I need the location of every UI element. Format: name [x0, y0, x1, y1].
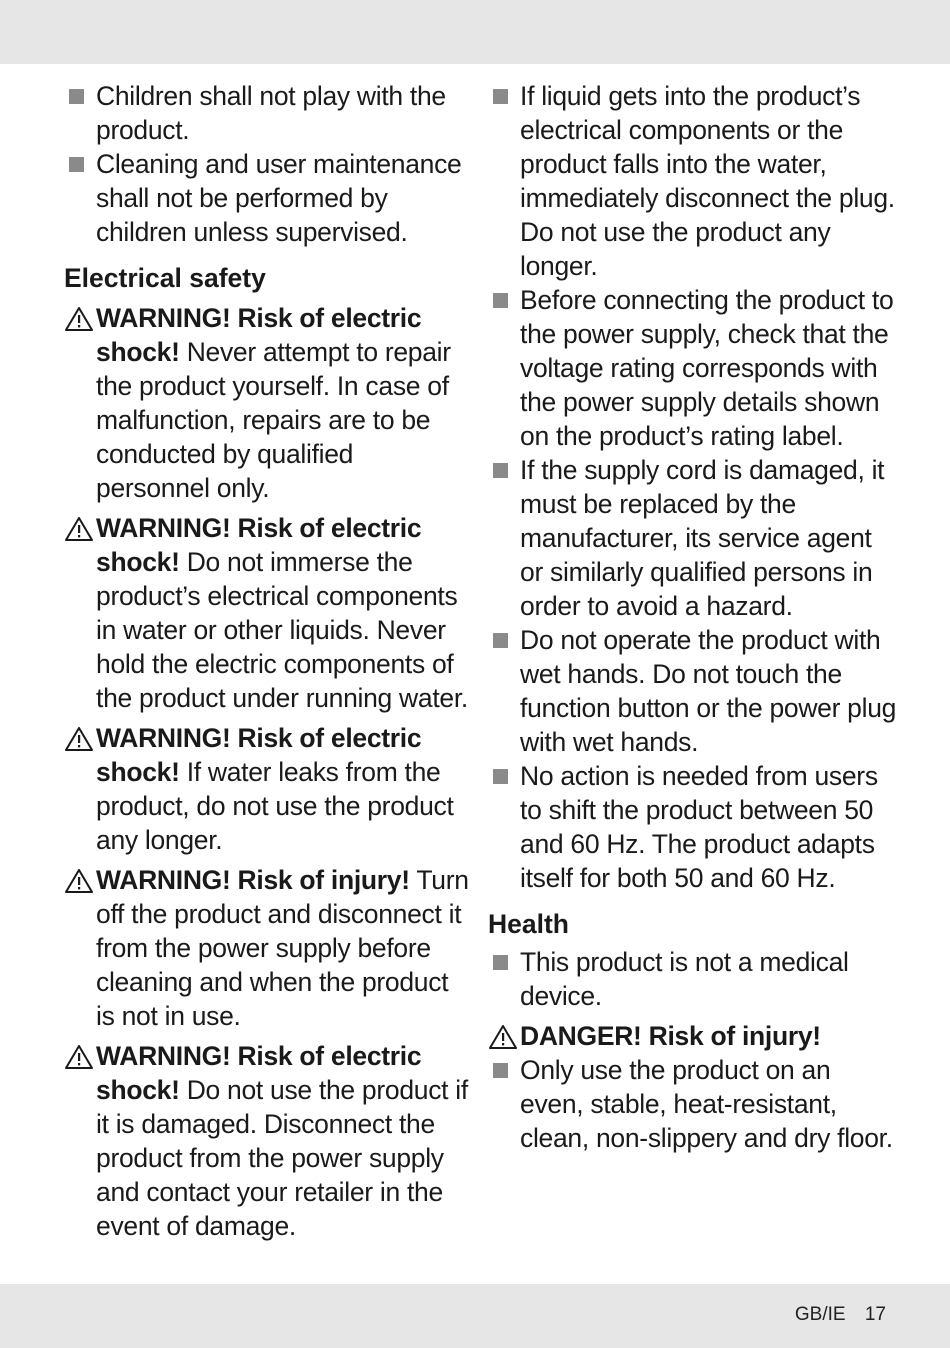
warning-text: Turn off the product and disconnect it from the power supply before cleaning and when the product is not in use.: [96, 865, 469, 1031]
section-heading-health: Health: [488, 909, 569, 939]
warning-block: [64, 511, 469, 715]
warning-title: WARNING! Risk of injury!: [96, 865, 410, 895]
warning-text: Never attempt to repair the product yourself. In case of malfunction, repairs are to be conducted by qualified personnel only.: [96, 337, 451, 503]
square-bullet-icon: [493, 955, 508, 970]
list-item: [488, 945, 898, 1013]
warning-triangle-icon: [64, 1044, 94, 1070]
warning-triangle-icon: [64, 726, 94, 752]
warning-block: [64, 1039, 469, 1243]
page-number: 17: [864, 1304, 886, 1325]
left-column: [64, 79, 469, 1243]
square-bullet-icon: [493, 463, 508, 478]
square-bullet-icon: [493, 89, 508, 104]
warning-triangle-icon: [64, 516, 94, 542]
square-bullet-icon: [69, 157, 84, 172]
list-item: [488, 623, 898, 759]
right-column: [488, 79, 898, 1155]
bullet-text: Do not operate the product with wet hands. Do not touch the function button or the power plug with wet hands.: [520, 625, 897, 757]
list-item: [488, 79, 898, 283]
square-bullet-icon: [493, 769, 508, 784]
section-heading-electrical-safety: Electrical safety: [64, 263, 266, 293]
warning-triangle-icon: [64, 868, 94, 894]
warning-title: WARNING! Risk of electric shock!: [96, 513, 422, 577]
warning-triangle-icon: [64, 306, 94, 332]
warning-title: WARNING! Risk of electric shock!: [96, 303, 422, 367]
warning-block: [64, 863, 469, 1033]
list-item: [64, 79, 469, 147]
bullet-text: No action is needed from users to shift the product between 50 and 60 Hz. The product adapts itself for both 50 and 60 Hz.: [520, 761, 878, 893]
warning-block: [64, 301, 469, 505]
warning-triangle-icon: [488, 1024, 518, 1050]
warning-text: Do not immerse the product’s electrical components in water or other liquids. Never hold the electric components of the product under running water.: [96, 547, 468, 713]
warning-text: Do not use the product if it is damaged. Disconnect the product from the power supply and contact your retailer in the event of damage.: [96, 1075, 468, 1241]
region-label: GB/IE: [794, 1304, 846, 1325]
square-bullet-icon: [493, 633, 508, 648]
list-item: [488, 759, 898, 895]
danger-block: [488, 1019, 898, 1053]
square-bullet-icon: [69, 89, 84, 104]
bullet-text: If the supply cord is damaged, it must be replaced by the manufacturer, its service agent or similarly qualified persons in order to avoid a hazard.: [520, 455, 885, 621]
bullet-text: Children shall not play with the product.: [96, 81, 446, 145]
bullet-text: Only use the product on an even, stable, heat-resistant, clean, non-slippery and dry floor.: [520, 1055, 893, 1153]
warning-title: WARNING! Risk of electric shock!: [96, 1041, 422, 1105]
header-band: [0, 0, 950, 64]
list-item: [488, 1053, 898, 1155]
warning-text: If water leaks from the product, do not use the product any longer.: [96, 757, 454, 855]
warning-block: [64, 721, 469, 857]
bullet-text: Before connecting the product to the power supply, check that the voltage rating corresponds with the power supply details shown on the product’s rating label.: [520, 285, 894, 451]
square-bullet-icon: [493, 1063, 508, 1078]
square-bullet-icon: [493, 293, 508, 308]
bullet-text: This product is not a medical device.: [520, 947, 849, 1011]
warning-title: WARNING! Risk of electric shock!: [96, 723, 422, 787]
list-item: [64, 147, 469, 249]
bullet-text: Cleaning and user maintenance shall not be performed by children unless supervised.: [96, 149, 462, 247]
bullet-text: If liquid gets into the product’s electrical components or the product falls into the water, immediately disconnect the plug. Do not use the product any longer.: [520, 81, 895, 281]
list-item: [488, 453, 898, 623]
danger-title: DANGER! Risk of injury!: [520, 1021, 821, 1051]
list-item: [488, 283, 898, 453]
page-footer: [795, 1304, 886, 1326]
